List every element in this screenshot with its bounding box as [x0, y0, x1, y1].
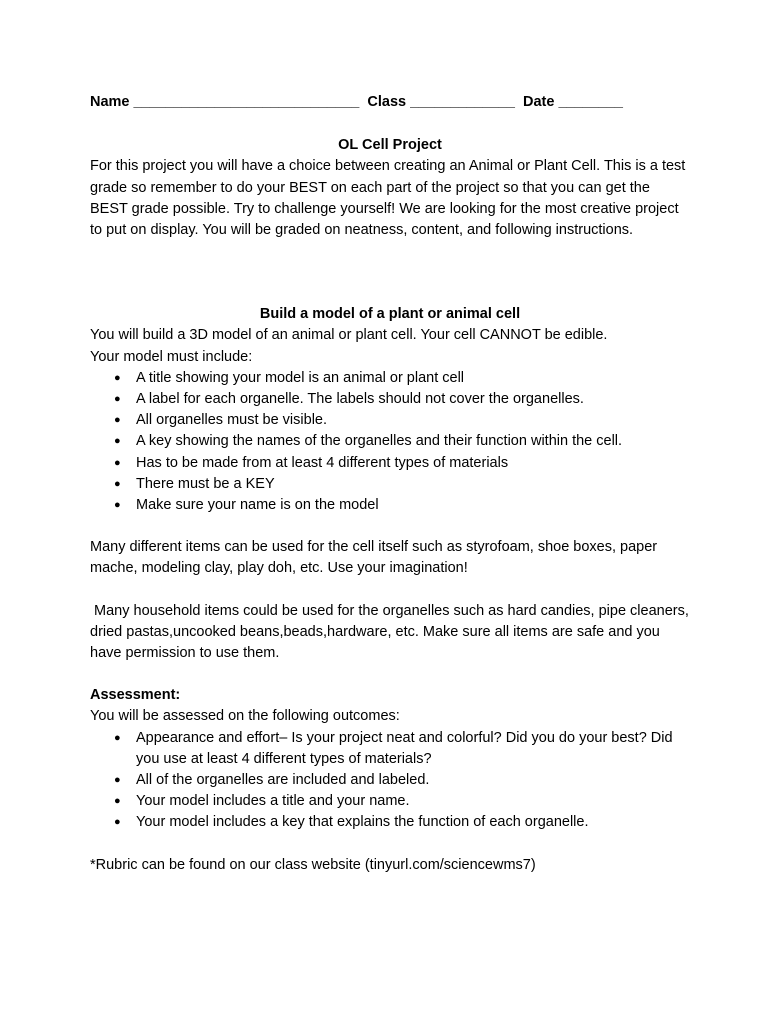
spacer — [90, 516, 690, 537]
rubric-note: *Rubric can be found on our class website (tinyurl.com/sciencewms7) — [90, 856, 536, 873]
list-item: ● A title showing your model is an animal or plant cell — [136, 368, 690, 389]
list-item: ● Appearance and effort– Is your project neat and colorful? Did you do your best? Did you use at least 4 different types of materials? — [136, 728, 690, 770]
model-section-line-1: You will build a 3D model of an animal or plant cell. Your cell CANNOT be edible. — [90, 327, 608, 344]
model-section-title: Build a model of a plant or animal cell — [259, 306, 521, 323]
materials-cell-paragraph: Many different items can be used for the cell itself such as styrofoam, shoe boxes, paper mache, modeling clay, play doh, etc. Use your imagination! — [90, 539, 658, 577]
list-item: ● There must be a KEY — [136, 474, 690, 495]
list-item: ● Has to be made from at least 4 different types of materials — [136, 453, 690, 474]
project-title: OL Cell Project — [338, 137, 442, 154]
list-item: ● A label for each organelle. The labels should not cover the organelles. — [136, 389, 690, 410]
assessment-list — [90, 728, 690, 834]
assessment-intro: You will be assessed on the following outcomes: — [90, 708, 400, 725]
list-item: ● Make sure your name is on the model — [136, 495, 690, 516]
materials-organelles-paragraph: Many household items could be used for the organelles such as hard candies, pipe cleaners, dried pastas,uncooked beans,beads,hardware, etc. Make sure all items are safe and you have permission to use them. — [90, 602, 693, 662]
list-item: ● All organelles must be visible. — [136, 410, 690, 431]
list-item: ● Your model includes a key that explains the function of each organelle. — [136, 812, 690, 833]
spacer — [90, 580, 690, 601]
list-item: ● A key showing the names of the organelles and their function within the cell. — [136, 431, 690, 452]
model-section-line-2: Your model must include: — [90, 348, 253, 365]
spacer — [90, 834, 690, 855]
spacer — [90, 664, 690, 685]
list-item: ● All of the organelles are included and labeled. — [136, 770, 690, 791]
list-item: ● Your model includes a title and your name. — [136, 791, 690, 812]
intro-paragraph: For this project you will have a choice between creating an Animal or Plant Cell. This is a test grade so remember to do your BEST on each part of the project so that you can get the BEST grade possible. Try to challenge yourself! We are looking for the most creative project to put on display. You will be graded on neatness, content, and following instructions. — [90, 158, 686, 239]
model-requirements-list — [90, 368, 690, 516]
name-class-date-line: Name ____________________________ Class _____________ Date ________ — [90, 94, 623, 110]
assessment-heading: Assessment: — [90, 687, 181, 704]
